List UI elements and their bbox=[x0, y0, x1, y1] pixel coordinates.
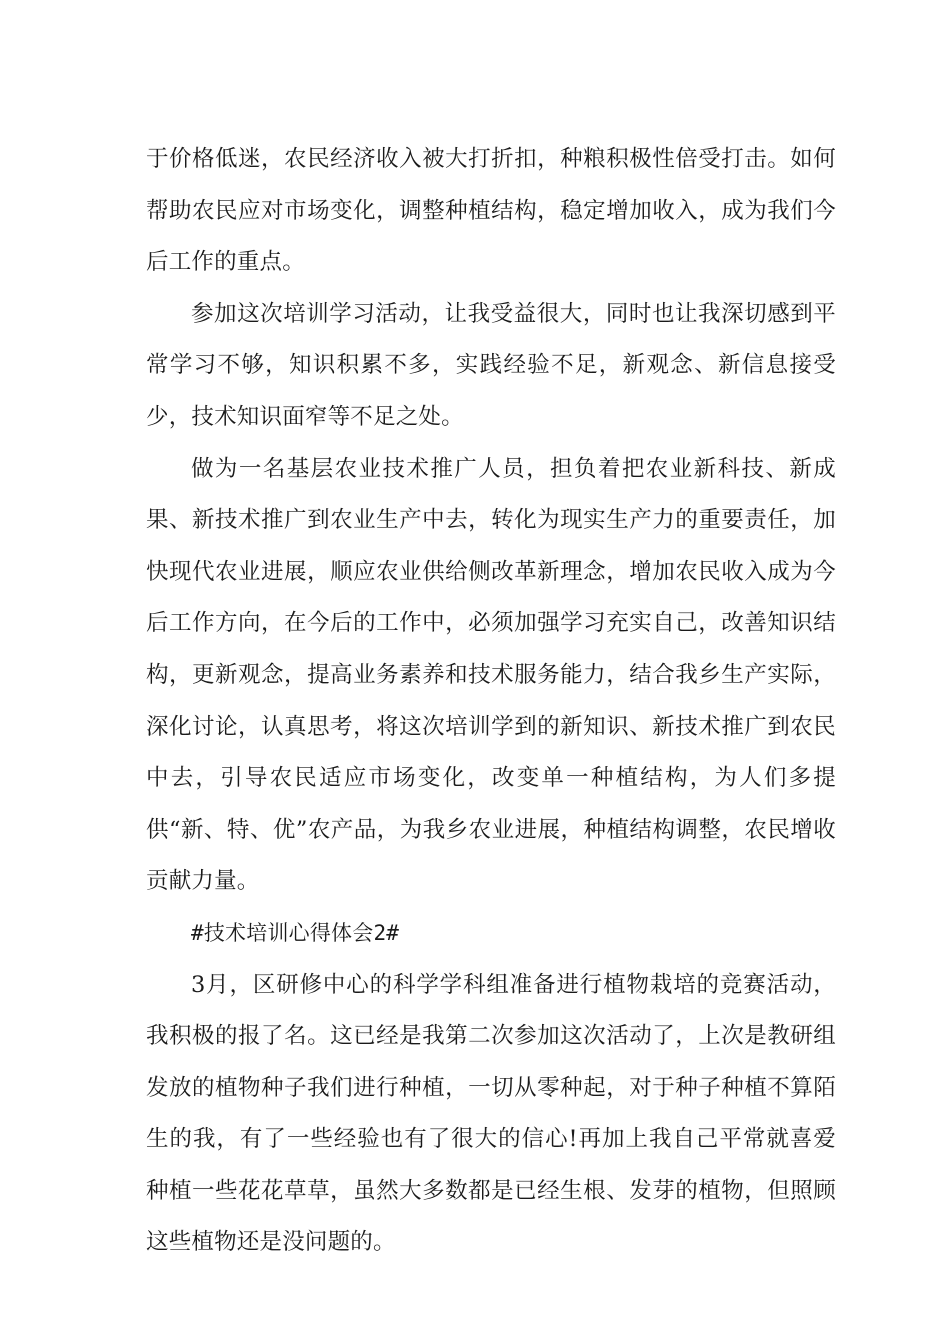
paragraph-3: 做为一名基层农业技术推广人员，担负着把农业新科技、新成果、新技术推广到农业生产中去，转化为现实生产力的重要责任，加快现代农业进展，顺应农业供给侧改革新理念，增加农民收入成为今后工作方向，在今后的工作中，必须加强学习充实自己，改善知识结构，更新观念，提高业务素养和技术服务能力，结合我乡生产实际，深化讨论，认真思考，将这次培训学到的新知识、新技术推广到农民中去，引导农民适应市场变化，改变单一种植结构，为人们多提供“新、特、优”农产品，为我乡农业进展，种植结构调整，农民增收贡献力量。 bbox=[146, 455, 836, 895]
paragraph-4: 3月，区研修中心的科学学科组准备进行植物栽培的竞赛活动，我积极的报了名。这已经是我第二次参加这次活动了，上次是教研组发放的植物种子我们进行种植，一切从零种起，对于种子种植不算陌生的我，有了一些经验也有了很大的信心!再加上我自己平常就喜爱种植一些花花草草，虽然大多数都是已经生根、发芽的植物，但照顾这些植物还是没问题的。 bbox=[146, 971, 836, 1256]
document-body bbox=[146, 134, 836, 1269]
paragraph-1: 于价格低迷，农民经济收入被大打折扣，种粮积极性倍受打击。如何帮助农民应对市场变化，调整种植结构，稳定增加收入，成为我们今后工作的重点。 bbox=[146, 146, 836, 276]
paragraph-2: 参加这次培训学习活动，让我受益很大，同时也让我深切感到平常学习不够，知识积累不多，实践经验不足，新观念、新信息接受少，技术知识面窄等不足之处。 bbox=[146, 300, 836, 430]
section-heading: #技术培训心得体会2# bbox=[191, 920, 400, 945]
